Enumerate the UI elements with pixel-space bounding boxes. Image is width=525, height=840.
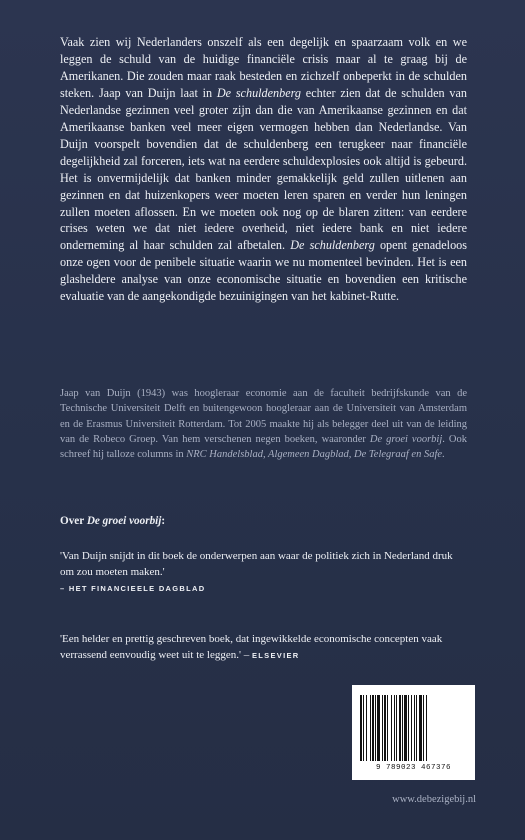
quote-text: 'Van Duijn snijdt in dit boek de onderwerpen aan waar de politiek zich in Nederland druk om zou moeten maken.'	[60, 550, 453, 578]
blurb-text: Vaak zien wij Nederlanders onszelf als een degelijk en spaarzaam volk en we leggen de schuld van de huidige financiële crisis maar al te graag bij de Amerikanen. Die zouden maar raak besteden en zichzelf onbeperkt in de schulden steken. Jaap van Duijn laat in	[60, 35, 467, 100]
publisher-website: www.debezigebij.nl	[392, 794, 476, 805]
review-quote	[60, 631, 467, 664]
reviews-book-title: De groei voorbij	[86, 515, 162, 527]
isbn-barcode	[352, 685, 475, 780]
reviews-heading: Over De groei voorbij:	[60, 515, 166, 527]
barcode-digits: 9 789023 467376	[375, 764, 451, 772]
author-bio	[60, 386, 467, 462]
review-quote	[60, 548, 467, 597]
blurb-text: echter zien dat de schulden van Nederlandse gezinnen veel groter zijn dan die van Amerikaanse gezinnen en dat Amerikaanse banken veel meer eigen vermogen hebben dan Nederlandse. Van Duijn voorspelt bovendien dat de schuldenberg een terugkeer naar financiële degelijkheid zal forceren, iets wat na eerdere schuldexplosies ook altijd is gebeurd. Het is onvermijdelijk dat banken minder gemakkelijk geld zullen uitlenen aan gezinnen en dat huizenkopers weer moeten leren sparen en verder hun leningen zullen moeten aflossen. En we moeten ook nog op de blaren zitten: van eerdere crises weten we dat niet iedere overheid, niet iedere bank en niet iedere onderneming al haar schulden zal afbetalen.	[60, 85, 467, 253]
blurb-book-title: De schuldenberg	[216, 85, 302, 100]
barcode-bar	[427, 695, 428, 761]
blurb-book-title: De schuldenberg	[290, 238, 375, 253]
bio-book-title: De groei voorbij	[369, 433, 443, 445]
book-blurb	[60, 34, 467, 305]
quote-source: – HET FINANCIEELE DAGBLAD	[60, 584, 206, 593]
bio-text: . Ook schreef hij talloze columns in	[60, 433, 467, 461]
bio-text: .	[442, 449, 445, 461]
bio-text: Jaap van Duijn (1943) was hoogleraar economie aan de faculteit bedrijfskunde van de Technische Universiteit Delft en buitengewoon hoogleraar aan de Universiteit van Amsterdam en de Erasmus Universiteit Rotterdam. Tot 2005 maakte hij als belegger deel uit van de leiding van de Robeco Groep. Van hem verschenen negen boeken, waaronder	[60, 388, 467, 445]
quote-text: 'Een helder en prettig geschreven boek, dat ingewikkelde economische concepten vaak verrassend eenvoudig weet uit te leggen.' –	[60, 633, 443, 661]
quote-source: ELSEVIER	[251, 651, 300, 660]
barcode-bars	[360, 695, 467, 761]
blurb-text: opent genadeloos onze ogen voor de penibele situatie waarin we nu momenteel bevinden. Het is een glasheldere analyse van onze economische situatie en bovendien een kritische evaluatie van de aangekondigde bezuinigingen van het kabinet-Rutte.	[60, 238, 468, 304]
bio-newspapers: NRC Handelsblad, Algemeen Dagblad, De Telegraaf en Safe	[186, 449, 443, 461]
